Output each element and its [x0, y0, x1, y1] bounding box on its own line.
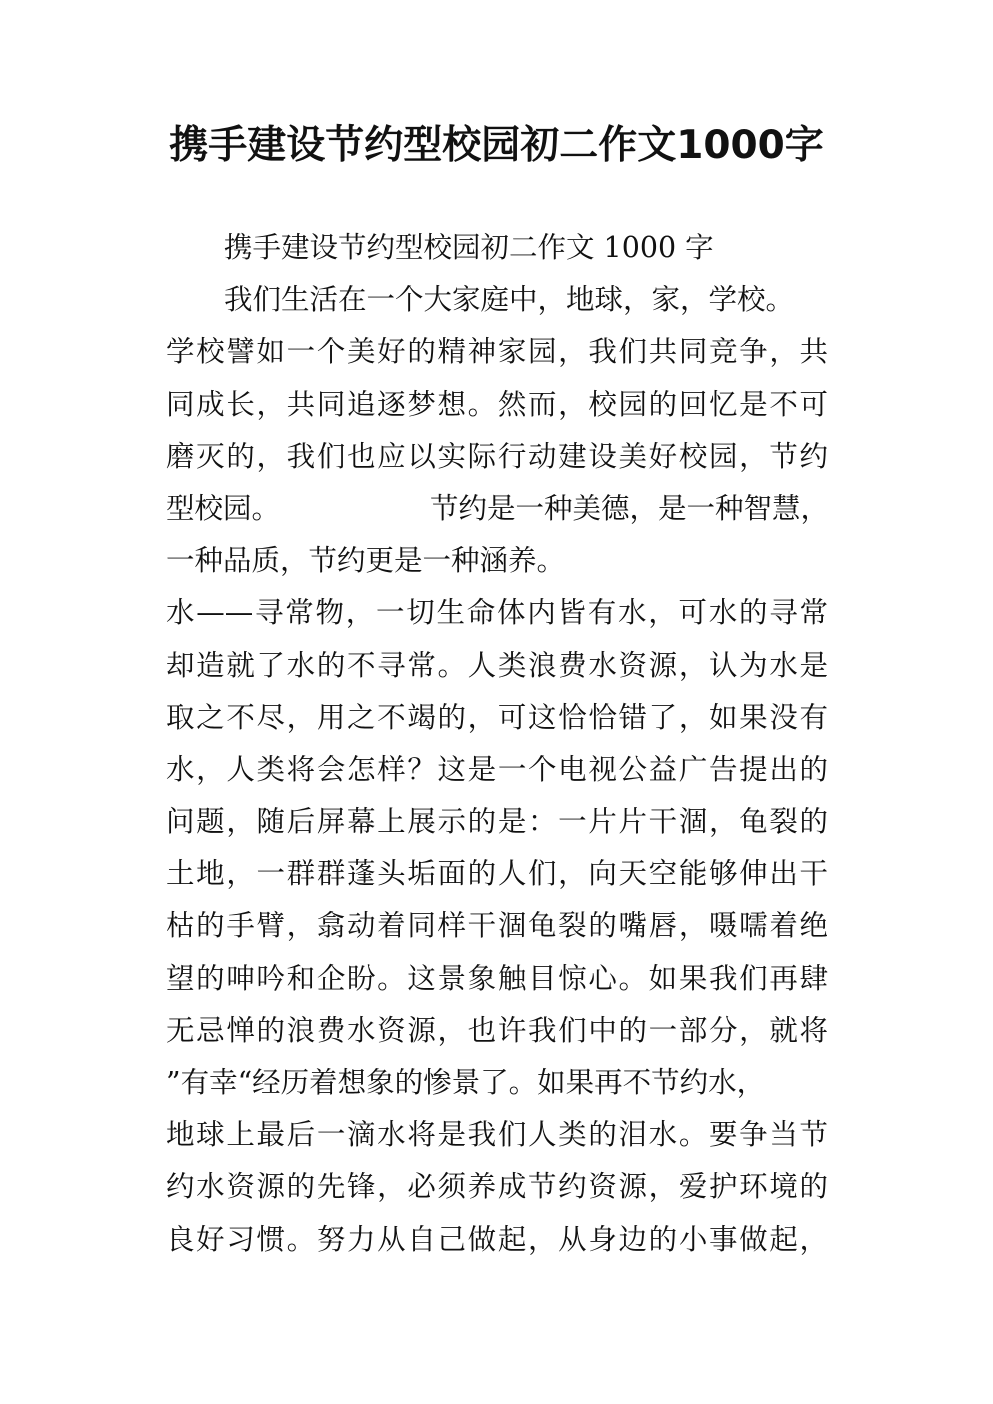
body-line: 问题，随后屏幕上展示的是：一片片干涸，龟裂的 — [166, 805, 828, 839]
body-line: 约水资源的先锋，必须养成节约资源，爱护环境的 — [166, 1170, 828, 1204]
body-line: 我们生活在一个大家庭中，地球，家，学校。 — [224, 283, 795, 317]
body-line: 水，人类将会怎样？这是一个电视公益广告提出的 — [166, 752, 828, 786]
subtitle-line: 携手建设节约型校园初二作文 1000 字 — [224, 231, 714, 264]
body-line: 无忌惮的浪费水资源，也许我们中的一部分，就将 — [166, 1013, 828, 1047]
body-line: ”有幸“经历着想象的惨景了。如果再不节约水， — [166, 1066, 766, 1099]
body-line: 学校譬如一个美好的精神家园，我们共同竞争，共 — [166, 335, 828, 369]
body-line: 却造就了水的不寻常。人类浪费水资源，认为水是 — [166, 648, 828, 682]
body-line: 良好习惯。努力从自己做起，从身边的小事做起， — [166, 1222, 828, 1256]
body-line: 枯的手臂，翕动着同样干涸龟裂的嘴唇，嗫嚅着绝 — [166, 909, 828, 943]
body-line: 取之不尽，用之不竭的，可这恰恰错了，如果没有 — [166, 700, 828, 734]
body-line: 土地，一群群蓬头垢面的人们，向天空能够伸出干 — [166, 857, 828, 891]
body-line: 磨灭的，我们也应以实际行动建设美好校园，节约 — [166, 439, 828, 473]
body-line-part: 型校园。 — [166, 491, 281, 525]
body-line: 一种品质，节约更是一种涵养。 — [166, 544, 566, 578]
body-line: 地球上最后一滴水将是我们人类的泪水。要争当节 — [166, 1118, 828, 1152]
document-title: 携手建设节约型校园初二作文1000字 — [169, 123, 824, 168]
body-line: 水——寻常物，一切生命体内皆有水，可水的寻常 — [166, 596, 828, 630]
body-line-part: 节约是一种美德，是一种智慧， — [430, 491, 830, 525]
document-body — [166, 222, 828, 1266]
body-line — [166, 483, 828, 535]
body-line: 望的呻吟和企盼。这景象触目惊心。如果我们再肆 — [166, 961, 828, 995]
body-line: 同成长，共同追逐梦想。然而，校园的回忆是不可 — [166, 387, 828, 421]
